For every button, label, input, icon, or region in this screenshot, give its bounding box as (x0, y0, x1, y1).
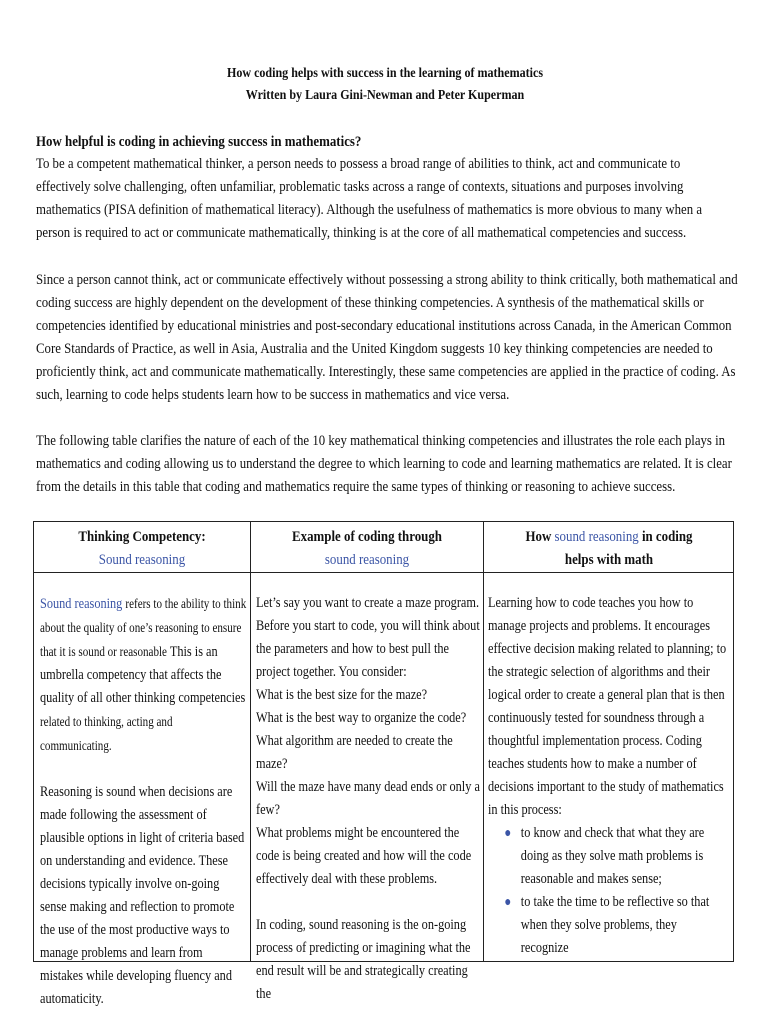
definition-rest: This is an umbrella competency that affects the quality of all other thinking competencies (40, 644, 246, 706)
header-text: Thinking Competency: (78, 529, 206, 545)
paragraph-3 (36, 430, 739, 499)
header-divider (34, 572, 733, 573)
document-title: How coding helps with success in the learning of mathematics (226, 66, 544, 81)
list-item-text: to take the time to be reflective so that when they solve problems, they recognize (520, 894, 710, 956)
header-text (502, 526, 717, 549)
example-intro: Let’s say you want to create a maze program. Before you start to code, you will think about the parameters and how to best pull the project together. You consider: (256, 595, 480, 680)
bullet-icon: ● (504, 895, 512, 910)
header-subtext: Sound reasoning (98, 552, 186, 568)
list-item-text: to know and check that what they are doing as they solve math problems is reasonable and makes sense; (520, 825, 705, 887)
column-divider (250, 522, 251, 961)
header-text-post: in coding (638, 529, 693, 545)
paragraph-text: Since a person cannot think, act or communicate effectively without possessing a strong ability to think critically, both mathematical and coding success are highly dependent on the development of these thinking competencies. A synthesis of the mathematical skills or competencies identified by educational ministries and post-secondary educational institutions across Canada, in the American Common Core Standards of Practice, as well in Asia, Australia and the United Kingdom suggests 10 key thinking competencies are needed to proficiently think, act and communicate mathematically. Interestingly, these same competencies are applied in the practice of coding. As such, learning to code helps students learn how to be success in mathematics and vice versa. (36, 272, 738, 403)
paragraph-text: To be a competent mathematical thinker, a person needs to possess a broad range of abilities to think, act and communicate to effectively solve challenging, often unfamiliar, problematic tasks across a range of contexts, situations and purposes involving mathematics (PISA definition of mathematical literacy). Although the usefulness of mathematics is more obvious to many when a person is required to act or communicate mathematically, thinking is at the core of all mathematical competencies and success. (36, 156, 703, 241)
example-question: What problems might be encountered the code is being created and how will the code effectively deal with these problems. (256, 825, 472, 887)
paragraph-text: The following table clarifies the nature of each of the 10 key mathematical thinking competencies and illustrates the role each plays in mathematics and coding allowing us to understand the degree to which learning to code and learning mathematics are related. It is clear from the details in this table that coding and mathematics require the same types of thinking or reasoning to achieve success. (36, 433, 732, 495)
paragraph-1 (36, 153, 737, 245)
document-byline: Written by Laura Gini-Newman and Peter Kuperman (245, 88, 525, 103)
cell-competency (40, 592, 247, 1011)
cell-example (256, 592, 481, 1006)
example-question: What is the best size for the maze? (256, 687, 428, 703)
header-link-text: sound reasoning (554, 529, 639, 545)
column-divider (483, 522, 484, 961)
header-text-pre: How (525, 529, 555, 545)
helps-intro: Learning how to code teaches you how to manage projects and problems. It encourages effective decision making related to planning; to the strategic selection of algorithms and their logical order to create a general plan that is then continuously tested for soundness through a thoughtful implementation process. Coding teaches students how to make a number of decisions important to the study of mathematics in this process: (488, 595, 727, 818)
example-question: Will the maze have many dead ends or only a few? (256, 779, 480, 818)
table-header-competency (49, 526, 235, 572)
cell-helps (488, 592, 727, 960)
list-item (488, 891, 727, 960)
competency-definition (40, 592, 247, 758)
example-question: What is the best way to organize the code? (256, 710, 467, 726)
example-question: What algorithm are needed to create the maze? (256, 733, 453, 772)
header-subtext: sound reasoning (324, 552, 410, 568)
table-header-helps (502, 526, 717, 572)
header-text-line2: helps with math (564, 552, 654, 568)
section-heading: How helpful is coding in achieving success in mathematics? (36, 134, 362, 150)
definition-small-2: related to thinking, acting and communicating. (40, 714, 173, 753)
bullet-icon: ● (504, 826, 512, 841)
paragraph-2 (36, 269, 744, 407)
definition-small: refers to the ability to think about the quality of one’s reasoning to ensure that it is sound or reasonable (40, 596, 247, 659)
competency-table (33, 521, 734, 1007)
competency-term: Sound reasoning (40, 596, 123, 612)
competency-paragraph-2: Reasoning is sound when decisions are made following the assessment of plausible options in light of criteria based on understanding and evidence. These decisions typically involve on-going sense making and reflection to promote the use of the most productive ways to manage problems and learn from mistakes while developing fluency and automaticity. (40, 784, 245, 1007)
example-paragraph-2: In coding, sound reasoning is the on-going process of predicting or imagining what the end result will be and strategically creating the (256, 917, 471, 1002)
list-item (488, 822, 727, 891)
table-header-example (267, 526, 467, 572)
header-text: Example of coding through (292, 529, 442, 545)
